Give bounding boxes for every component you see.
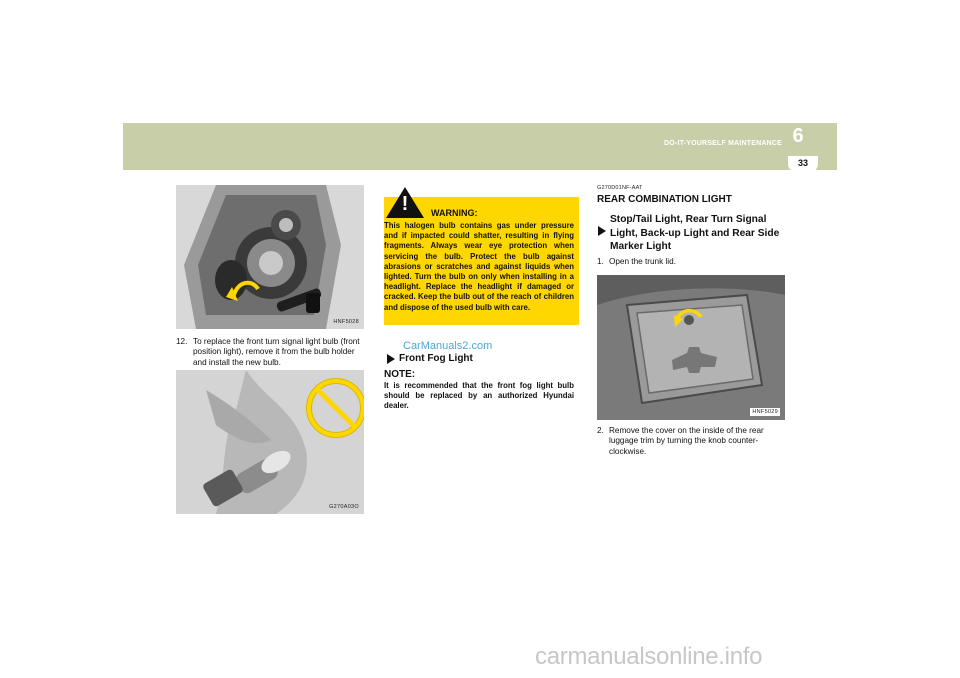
bulb-illustration (176, 370, 364, 514)
section-bullet-icon (387, 354, 395, 364)
step-text: Open the trunk lid. (609, 257, 676, 266)
chapter-number: 6 (792, 125, 804, 147)
footer-watermark: carmanualsonline.info (535, 643, 763, 670)
headlamp-assembly-image (176, 185, 364, 329)
warning-symbol: ! (401, 193, 409, 215)
headlamp-illustration (176, 185, 364, 329)
trunk-cover-illustration (597, 275, 785, 420)
step-text: To replace the front turn signal light bulb (front position light), remove it from the bulb holder and install the new bulb. (193, 337, 360, 367)
step-number: 12. (176, 337, 188, 346)
fog-light-heading: Front Fog Light (399, 353, 473, 364)
instruction-step-12 (176, 337, 366, 368)
instruction-step-1 (597, 257, 787, 267)
figure-label: HNF5029 (752, 409, 778, 415)
figure-label: G270A03O (329, 504, 359, 510)
step-text: Remove the cover on the inside of the rear luggage trim by turning the knob counter-clockwise. (609, 426, 764, 456)
note-title: NOTE: (384, 369, 416, 380)
figure-label: HNF5028 (333, 319, 359, 325)
bulb-handling-image (176, 370, 364, 514)
warning-text: This halogen bulb contains gas under pressure and if impacted could shatter, resulting in flying fragments. Always wear eye protection when servicing the bulb. Protect the bulb against abrasions or scratches and against liquids when lighted. Turn the bulb on only when installing in a headlight. Replace the headlight if damaged or cracked. Keep the bulb out of the reach of children and dispose of the used bulb with care. (384, 221, 574, 312)
instruction-step-2 (597, 426, 787, 457)
section-bullet-icon (598, 226, 606, 236)
watermark-text: CarManuals2.com (403, 340, 493, 352)
section-title: DO-IT-YOURSELF MAINTENANCE (664, 140, 782, 147)
trunk-cover-image (597, 275, 785, 420)
step-number: 1. (597, 257, 604, 266)
subsection-heading: Stop/Tail Light, Rear Turn Signal Light, Back-up Light and Rear Side Marker Light (610, 214, 780, 252)
warning-title: WARNING: (431, 208, 478, 218)
page-number: 33 (797, 158, 808, 168)
note-text: It is recommended that the front fog light bulb should be replaced by an authorized Hyundai dealer. (384, 381, 574, 411)
section-code: G270D01NF-AAT (597, 185, 643, 191)
section-title-rear-combination: REAR COMBINATION LIGHT (597, 194, 732, 205)
step-number: 2. (597, 426, 604, 435)
